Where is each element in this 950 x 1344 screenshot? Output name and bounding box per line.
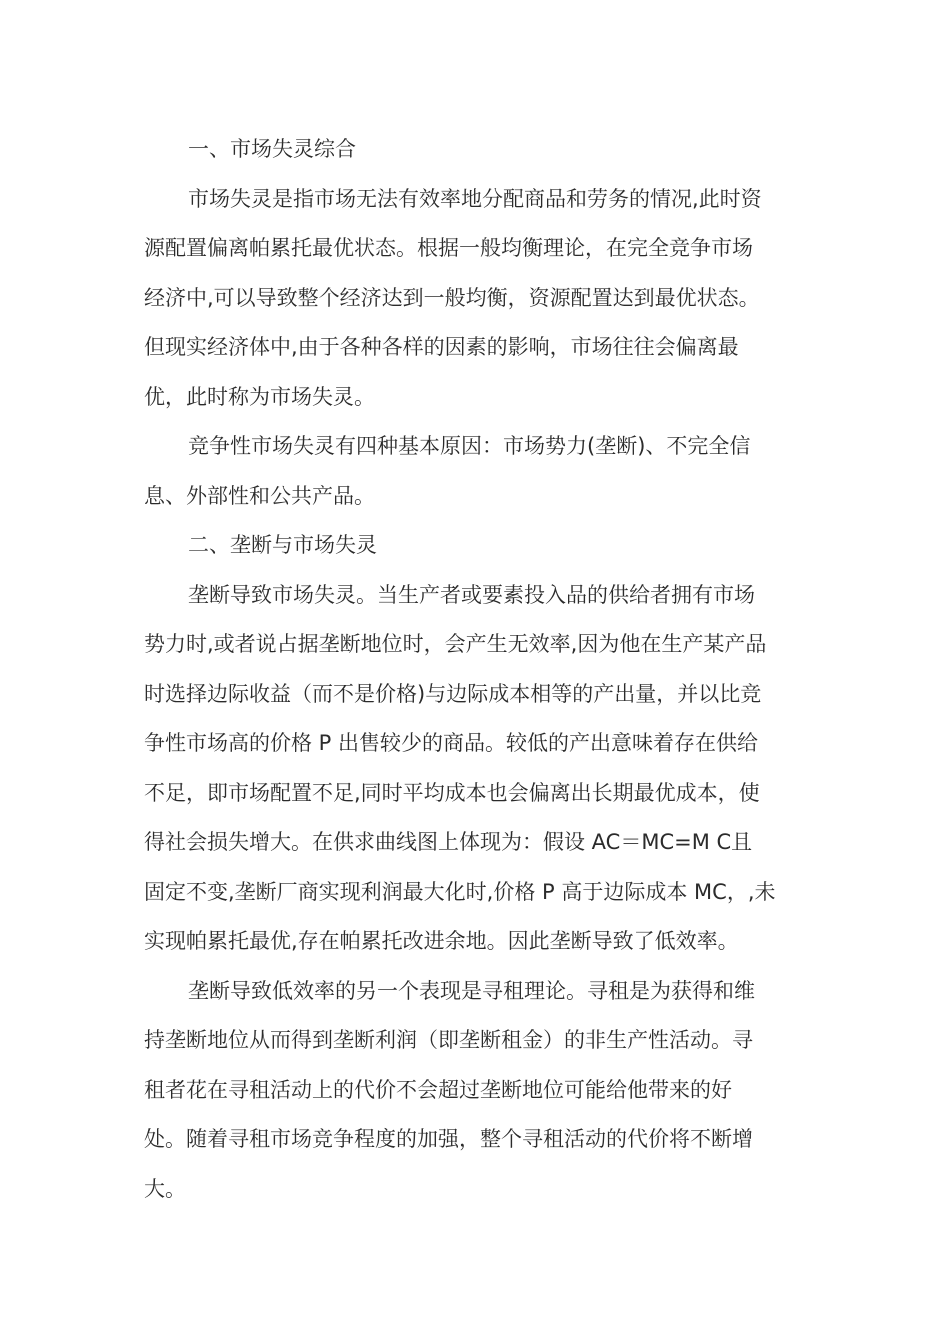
text-line: 争性市场高的价格 P 出售较少的商品。较低的产出意味着存在供给 [144,731,759,755]
text-line: 势力时,或者说占据垄断地位时，会产生无效率,因为他在生产某产品 [144,632,767,656]
paragraph-market-failure-definition [144,175,808,423]
text-line: 市场失灵是指市场无法有效率地分配商品和劳务的情况,此时资 [188,186,762,211]
paragraph-four-causes [144,422,808,521]
section-heading-2: 二、垄断与市场失灵 [188,533,377,557]
text-line: 持垄断地位从而得到垄断利润（即垄断租金）的非生产性活动。寻 [144,1028,753,1052]
text-line: 得社会损失增大。在供求曲线图上体现为：假设 AC＝MC=M C且 [144,830,753,854]
text-line: 处。随着寻租市场竞争程度的加强，整个寻租活动的代价将不断增 [144,1127,753,1151]
text-line: 垄断导致低效率的另一个表现是寻租理论。寻租是为获得和维 [188,978,755,1003]
text-line: 时选择边际收益（而不是价格)与边际成本相等的产出量，并以比竞 [144,681,762,706]
text-line: 垄断导致市场失灵。当生产者或要素投入品的供给者拥有市场 [188,582,755,607]
text-line: 固定不变,垄断厂商实现利润最大化时,价格 P 高于边际成本 MC，,未 [144,879,776,904]
text-line: 源配置偏离帕累托最优状态。根据一般均衡理论，在完全竞争市场 [144,236,753,260]
paragraph-rent-seeking [144,967,808,1215]
paragraph-monopoly-failure [144,571,808,967]
text-line: 经济中,可以导致整个经济达到一般均衡，资源配置达到最优状态。 [144,285,760,310]
text-line: 实现帕累托最优,存在帕累托改进余地。因此垄断导致了低效率。 [144,929,739,953]
text-line: 不足，即市场配置不足,同时平均成本也会偏离出长期最优成本，使 [144,780,760,805]
section-heading-1: 一、市场失灵综合 [188,137,356,161]
text-line: 但现实经济体中,由于各种各样的因素的影响，市场往往会偏离最 [144,335,739,359]
document-body [144,125,808,1214]
text-line: 息、外部性和公共产品。 [144,483,375,508]
text-line: 租者花在寻租活动上的代价不会超过垄断地位可能给他带来的好 [144,1077,732,1102]
text-line: 竞争性市场失灵有四种基本原因：市场势力(垄断)、不完全信 [188,434,751,458]
text-line: 优，此时称为市场失灵。 [144,384,375,409]
text-line: 大。 [144,1176,186,1201]
